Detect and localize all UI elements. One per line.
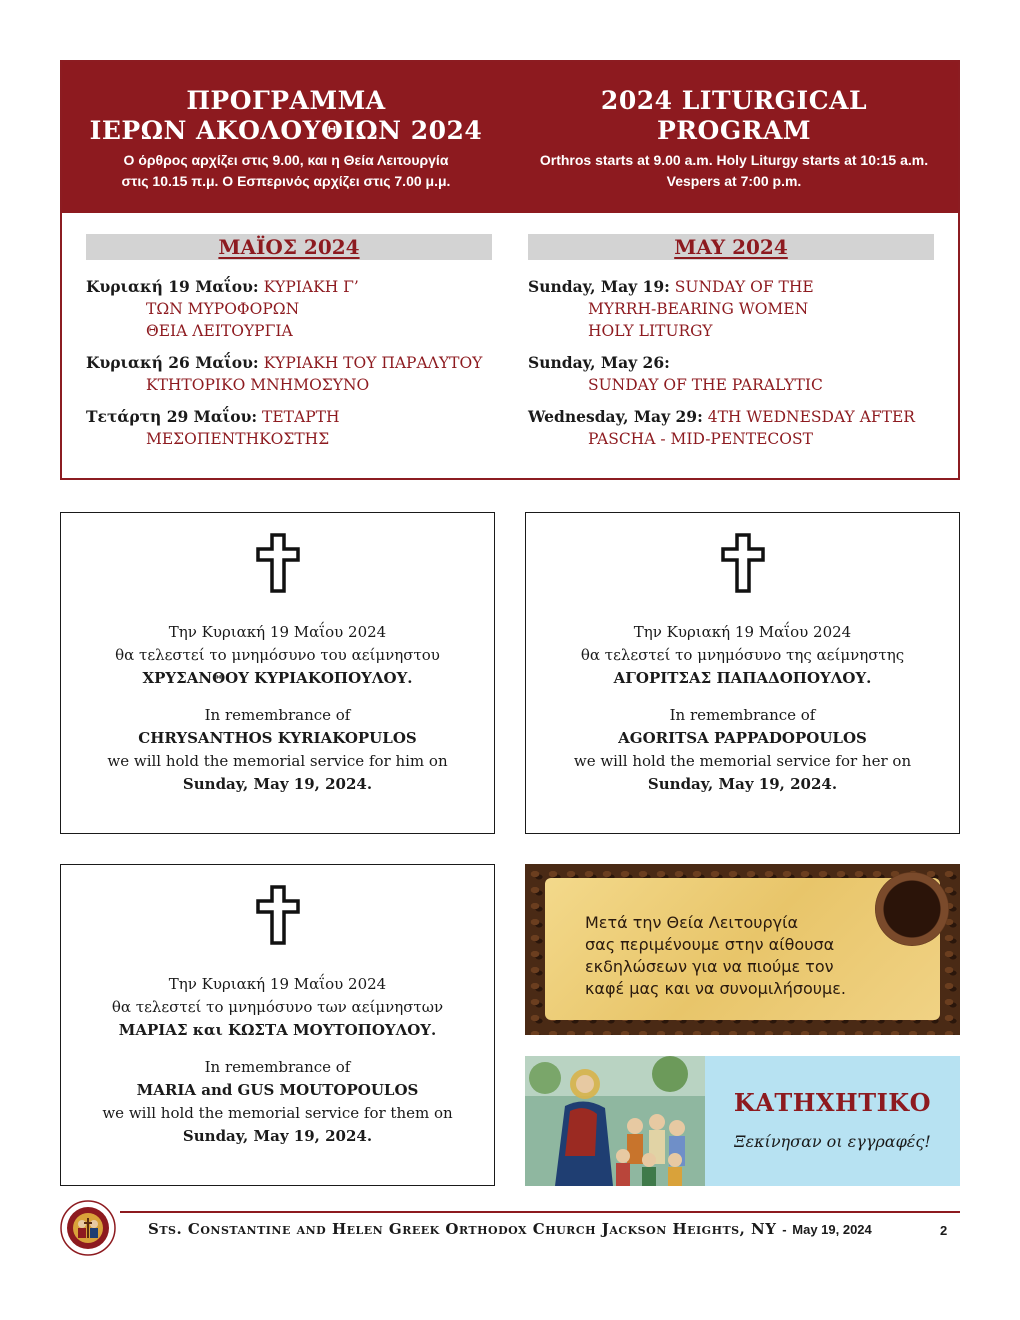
entry-date: Κυριακή 19 Μαΐου: [86, 277, 259, 296]
memorial-english-date: Sunday, May 19, 2024. [182, 775, 373, 793]
coffee-message [585, 912, 885, 1000]
memorial-greek-date: Την Κυριακή 19 Μαΐου 2024 [633, 623, 852, 641]
month-heading-greek [86, 234, 492, 260]
page-number: 2 [940, 1223, 948, 1238]
memorial-english-line: In remembrance of [669, 706, 816, 724]
memorial-notice [60, 864, 495, 1186]
memorial-english-line: we will hold the memorial service for her on [573, 752, 912, 770]
schedule-entry [86, 276, 496, 342]
memorial-english-line: In remembrance of [204, 706, 351, 724]
entry-line: ΤΩΝ ΜΥΡΟΦΟΡΩΝ [146, 300, 300, 318]
memorial-greek-name: ΑΓΟΡΙΤΣΑΣ ΠΑΠΑΔΟΠΟΥΛΟΥ. [613, 669, 872, 687]
memorial-english-line: we will hold the memorial service for them on [102, 1104, 453, 1122]
memorial-greek-date: Την Κυριακή 19 Μαΐου 2024 [168, 975, 387, 993]
cross-icon [718, 533, 768, 593]
title-line: PROGRAM [656, 116, 812, 145]
memorial-english-date: Sunday, May 19, 2024. [182, 1127, 373, 1145]
entry-line: ΚΤΗΤΟΡΙΚΟ ΜΝΗΜΟΣΥΝΟ [146, 376, 370, 394]
schedule-greek [86, 276, 496, 460]
program-subtitle-greek [62, 150, 510, 192]
month-label: MAY 2024 [674, 235, 788, 259]
schedule-entry [86, 352, 496, 396]
footer-separator: - [782, 1222, 787, 1237]
cross-icon [253, 533, 303, 593]
entry-line: ΜΕΣΟΠΕΝΤΗΚΟΣΤΗΣ [146, 430, 330, 448]
entry-date: Sunday, May 19: [528, 277, 670, 296]
footer-rule [120, 1211, 960, 1213]
memorial-greek-name: ΧΡΥΣΑΝΘΟΥ ΚΥΡΙΑΚΟΠΟΥΛΟΥ. [142, 669, 413, 687]
catechism-banner [525, 1056, 960, 1186]
memorial-english-name: CHRYSANTHOS KYRIAKOPULOS [138, 729, 417, 747]
memorial-english-date: Sunday, May 19, 2024. [647, 775, 838, 793]
memorial-greek-line: θα τελεστεί το μνημόσυνο της αείμνηστης [580, 646, 905, 664]
entry-line: HOLY LITURGY [588, 322, 713, 340]
program-subtitle-english [510, 150, 958, 192]
program-header-english [510, 86, 958, 192]
footer-date: May 19, 2024 [792, 1222, 872, 1237]
memorial-text [526, 621, 959, 796]
entry-line: SUNDAY OF THE PARALYTIC [588, 376, 823, 394]
entry-title: SUNDAY OF THE [674, 278, 814, 296]
church-location: Jackson Heights, NY [601, 1220, 777, 1238]
cross-icon [253, 885, 303, 945]
entry-date: Κυριακή 26 Μαΐου: [86, 353, 259, 372]
subtitle-line: Ο όρθρος αρχίζει στις 9.00, και η Θεία Λειτουργία [123, 152, 449, 168]
memorial-notice [525, 512, 960, 834]
catechism-title: ΚΑΤΗΧΗΤΙΚΟ [733, 1088, 932, 1117]
memorial-english-line: we will hold the memorial service for him on [107, 752, 448, 770]
memorial-greek-line: θα τελεστεί το μνημόσυνο του αείμνηστου [115, 646, 440, 664]
program-title-english [510, 86, 958, 146]
program-title-greek [62, 86, 510, 146]
church-name: Sts. Constantine and Helen Greek Orthodox Church [148, 1220, 596, 1238]
catechism-subtitle: Ξεκίνησαν οι εγγραφές! [734, 1132, 931, 1151]
entry-title: 4TH WEDNESDAY AFTER [707, 408, 915, 426]
memorial-greek-date: Την Κυριακή 19 Μαΐου 2024 [168, 623, 387, 641]
coffee-line: σας περιμένουμε στην αίθουσα [585, 935, 835, 954]
entry-date: Wednesday, May 29: [528, 407, 703, 426]
church-seal-icon [60, 1200, 116, 1256]
schedule-entry [528, 406, 938, 450]
memorial-notice [60, 512, 495, 834]
memorial-greek-line: θα τελεστεί το μνημόσυνο των αείμνηστων [111, 998, 444, 1016]
coffee-line: εκδηλώσεων για να πιούμε τον [585, 957, 834, 976]
entry-date: Sunday, May 26: [528, 353, 670, 372]
memorial-text [61, 621, 494, 796]
coffee-cup-icon [875, 872, 949, 946]
memorial-greek-name: ΜΑΡΙΑΣ και ΚΩΣΤΑ ΜΟΥΤΟΠΟΥΛΟΥ. [118, 1021, 437, 1039]
title-line: 2024 LITURGICAL [600, 86, 868, 115]
entry-title: ΚΥΡΙΑΚΗ Γ’ [263, 278, 359, 296]
memorial-text [61, 973, 494, 1148]
entry-line: PASCHA - MID-PENTECOST [588, 430, 813, 448]
schedule-entry [528, 352, 938, 396]
coffee-hour-banner [525, 864, 960, 1035]
subtitle-line: στις 10.15 π.μ. Ο Εσπερινός αρχίζει στις 7.00 μ.μ. [121, 173, 451, 189]
schedule-entry [86, 406, 496, 450]
coffee-line: καφέ μας και να συνομιλήσουμε. [585, 979, 846, 998]
program-header [62, 62, 958, 213]
title-line: ΠΡΟΓΡΑΜΜΑ [186, 86, 386, 115]
liturgical-program [60, 60, 960, 480]
entry-date: Τετάρτη 29 Μαΐου: [86, 407, 258, 426]
program-header-greek [62, 86, 510, 192]
subtitle-line: Orthros starts at 9.00 a.m. Holy Liturgy starts at 10:15 a.m. [539, 152, 929, 168]
christ-with-children-icon [525, 1056, 705, 1186]
memorial-english-name: MARIA and GUS MOUTOPOULOS [136, 1081, 419, 1099]
month-label: ΜΑΪΟΣ 2024 [218, 235, 360, 259]
entry-title: ΤΕΤΑΡΤΗ [262, 408, 340, 426]
memorial-english-line: In remembrance of [204, 1058, 351, 1076]
entry-line: MYRRH-BEARING WOMEN [588, 300, 809, 318]
title-line: ΙΕΡΩΝ ΑΚΟΛΟΥΘΙΩΝ 2024 [89, 116, 483, 145]
entry-title: ΚΥΡΙΑΚΗ ΤΟΥ ΠΑΡΑΛΥΤΟΥ [263, 354, 483, 372]
entry-line: ΘΕΙΑ ΛΕΙΤΟΥΡΓΙΑ [146, 322, 293, 340]
schedule-english [528, 276, 938, 460]
schedule-entry [528, 276, 938, 342]
footer-church-name [148, 1220, 872, 1238]
subtitle-line: Vespers at 7:00 p.m. [666, 173, 802, 189]
coffee-line: Μετά την Θεία Λειτουργία [585, 913, 799, 932]
memorial-english-name: AGORITSA PAPPADOPOULOS [618, 729, 867, 747]
month-heading-english [528, 234, 934, 260]
